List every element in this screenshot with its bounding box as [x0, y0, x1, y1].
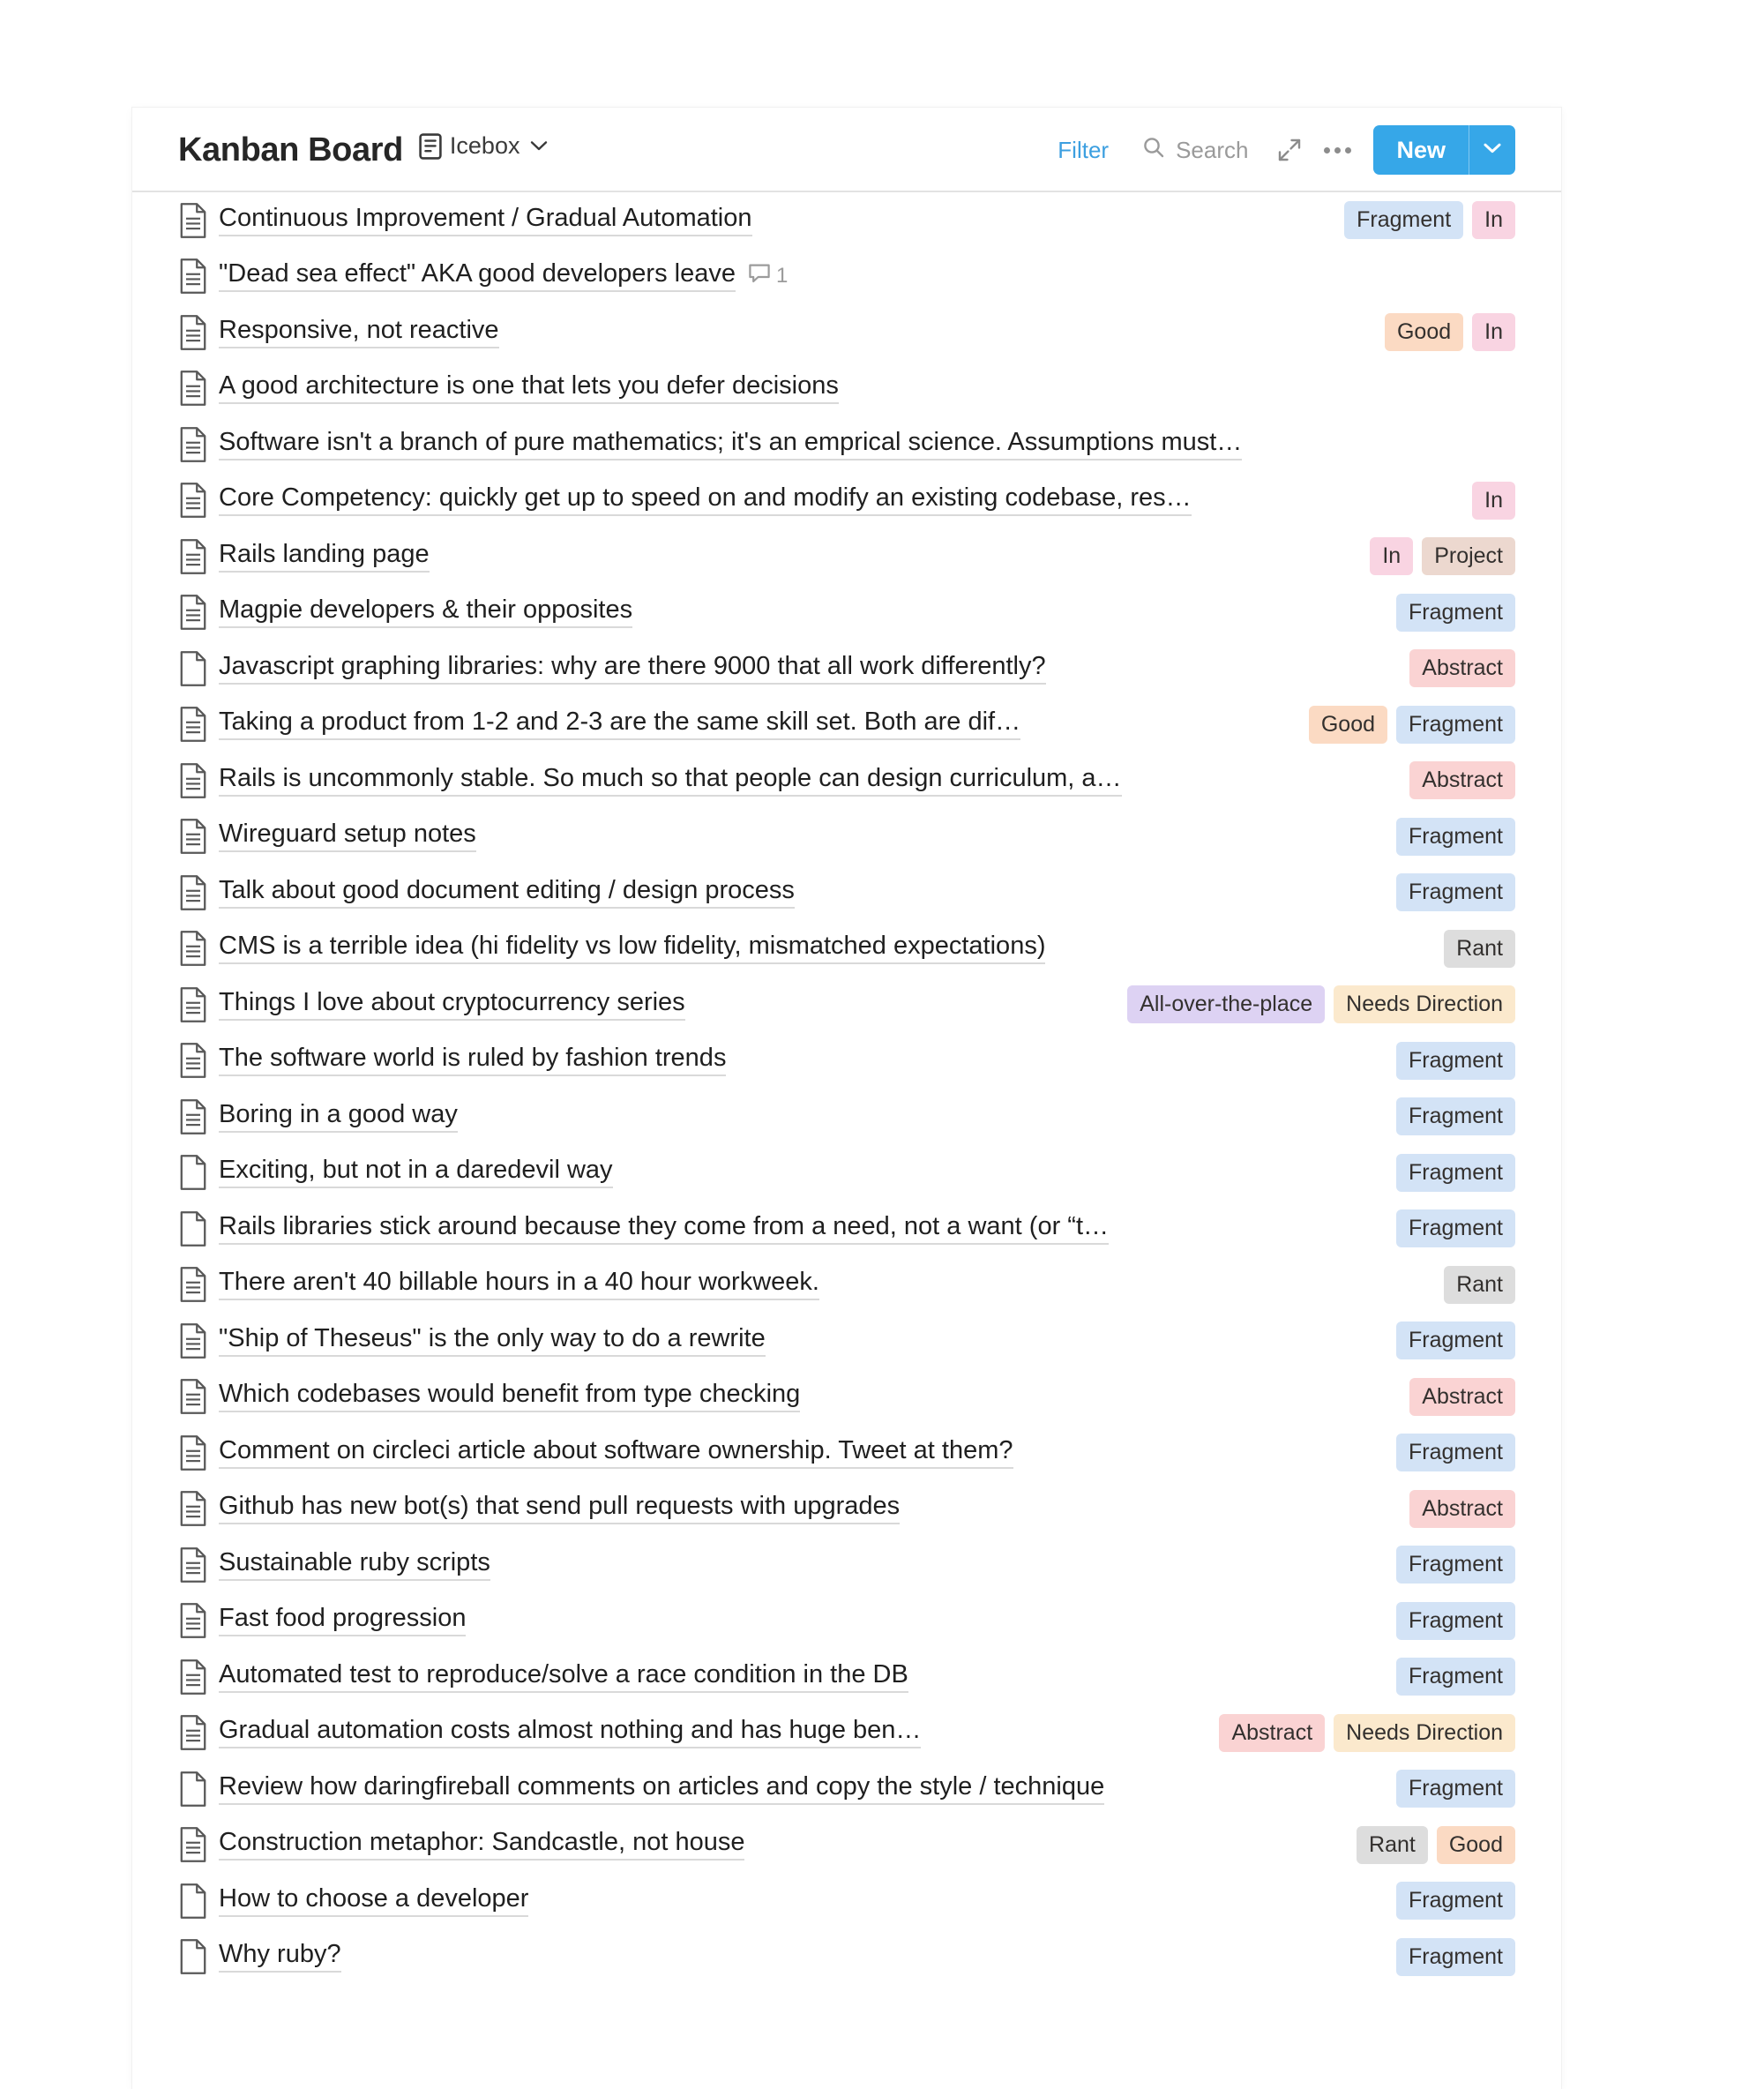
- document-lined-icon: [178, 1602, 219, 1639]
- list-item[interactable]: [178, 1593, 1515, 1650]
- list-item-title[interactable]: Github has new bot(s) that send pull requests with upgrades: [219, 1493, 900, 1524]
- list-item-title[interactable]: How to choose a developer: [219, 1885, 528, 1917]
- list-item[interactable]: [178, 1145, 1515, 1202]
- list-item[interactable]: [178, 1089, 1515, 1145]
- page-title: Kanban Board: [178, 131, 403, 168]
- document-lined-icon: [178, 1266, 219, 1303]
- list-item-main: [219, 1661, 1380, 1693]
- chevron-down-icon: [530, 140, 548, 152]
- list-item-main: [219, 1437, 1380, 1469]
- status-badge[interactable]: Fragment: [1396, 1938, 1515, 1976]
- list-item[interactable]: [178, 585, 1515, 641]
- list-item[interactable]: [178, 1257, 1515, 1314]
- document-lined-icon: [178, 1658, 219, 1696]
- list-item-tags: [1380, 1042, 1515, 1080]
- document-blank-icon: [178, 1938, 219, 1975]
- status-badge[interactable]: Abstract: [1409, 1378, 1515, 1416]
- list-item-main: [219, 1549, 1380, 1581]
- document-list-icon: [419, 133, 442, 160]
- list-item-title[interactable]: Talk about good document editing / design process: [219, 877, 795, 909]
- status-badge[interactable]: Fragment: [1396, 1154, 1515, 1192]
- status-badge[interactable]: In: [1472, 482, 1515, 520]
- list-item-main: [219, 989, 1111, 1021]
- list-item-title[interactable]: Automated test to reproduce/solve a race condition in the DB: [219, 1661, 908, 1693]
- list-item[interactable]: [178, 192, 1515, 249]
- list-item[interactable]: [178, 1369, 1515, 1426]
- list-item-main: [219, 877, 1380, 909]
- list-item-main: [219, 1381, 1394, 1412]
- list-item-tags: [1328, 201, 1515, 239]
- status-badge[interactable]: Abstract: [1409, 761, 1515, 799]
- status-badge[interactable]: Fragment: [1396, 1602, 1515, 1640]
- dot: [1324, 147, 1330, 153]
- document-lined-icon: [178, 258, 219, 295]
- document-lined-icon: [178, 1098, 219, 1135]
- list-item[interactable]: [178, 865, 1515, 921]
- list-item-tags: [1394, 761, 1515, 799]
- dot: [1345, 147, 1351, 153]
- document-blank-icon: [178, 650, 219, 687]
- status-badge[interactable]: Fragment: [1396, 1770, 1515, 1808]
- list-item[interactable]: [178, 1817, 1515, 1874]
- comment-count-label: 1: [775, 264, 789, 288]
- status-badge[interactable]: All-over-the-place: [1127, 985, 1325, 1023]
- search-icon: [1142, 136, 1165, 165]
- document-blank-icon: [178, 1771, 219, 1808]
- list-item[interactable]: [178, 752, 1515, 809]
- document-blank-icon: [178, 1154, 219, 1191]
- list-item-tags: [1380, 1546, 1515, 1584]
- list-item-tags: [1369, 313, 1515, 351]
- list-item-title[interactable]: Taking a product from 1-2 and 2-3 are the same skill set. Both are dif…: [219, 708, 1020, 740]
- list-item-tags: [1380, 594, 1515, 632]
- list-item-main: [219, 1941, 1380, 1973]
- list-item-main: [219, 1885, 1380, 1917]
- list-item-main: [219, 260, 1499, 292]
- document-lined-icon: [178, 1378, 219, 1415]
- status-badge[interactable]: Fragment: [1396, 1882, 1515, 1920]
- document-lined-icon: [178, 762, 219, 799]
- list-item-title[interactable]: Core Competency: quickly get up to speed on and modify an existing codebase, res…: [219, 484, 1192, 516]
- list-item-tags: [1394, 1490, 1515, 1528]
- list-item-tags: [1380, 1154, 1515, 1192]
- list-item-title[interactable]: "Dead sea effect" AKA good developers leave: [219, 260, 736, 292]
- status-badge[interactable]: Fragment: [1396, 1658, 1515, 1696]
- status-badge[interactable]: Needs Direction: [1334, 985, 1515, 1023]
- list-item[interactable]: [178, 304, 1515, 361]
- list-item-tags: [1380, 1938, 1515, 1976]
- document-lined-icon: [178, 426, 219, 463]
- list-item-title[interactable]: Continuous Improvement / Gradual Automation: [219, 205, 752, 236]
- comment-count[interactable]: [748, 262, 788, 291]
- status-badge[interactable]: Abstract: [1219, 1714, 1325, 1752]
- list-item[interactable]: [178, 697, 1515, 753]
- header-left-group: [178, 131, 548, 169]
- list-item-main: [219, 1829, 1341, 1861]
- status-badge[interactable]: Abstract: [1409, 649, 1515, 687]
- list-item-title[interactable]: Construction metaphor: Sandcastle, not house: [219, 1829, 744, 1861]
- list-item-main: [219, 1213, 1380, 1245]
- list-item-main: [219, 484, 1456, 516]
- document-lined-icon: [178, 1322, 219, 1359]
- filter-button[interactable]: Filter: [1058, 136, 1110, 163]
- list-item[interactable]: [178, 1929, 1515, 1986]
- list-item-tags: [1380, 1658, 1515, 1696]
- list-item[interactable]: [178, 921, 1515, 977]
- list-item-title[interactable]: Why ruby?: [219, 1941, 341, 1973]
- list-item-title[interactable]: "Ship of Theseus" is the only way to do a rewrite: [219, 1325, 766, 1357]
- status-badge[interactable]: Project: [1422, 537, 1515, 575]
- status-badge[interactable]: Fragment: [1344, 201, 1463, 239]
- document-lined-icon: [178, 1434, 219, 1471]
- status-badge[interactable]: Abstract: [1409, 1490, 1515, 1528]
- list-item-title[interactable]: Sustainable ruby scripts: [219, 1549, 490, 1581]
- document-lined-icon: [178, 986, 219, 1023]
- list-item-title[interactable]: Wireguard setup notes: [219, 820, 476, 852]
- list-item-tags: [1380, 1097, 1515, 1135]
- list-item-title[interactable]: Javascript graphing libraries: why are there 9000 that all work differently?: [219, 653, 1046, 685]
- list-item[interactable]: [178, 1705, 1515, 1762]
- card-list: [132, 192, 1561, 1985]
- list-item[interactable]: [178, 1481, 1515, 1538]
- document-lined-icon: [178, 818, 219, 855]
- list-item[interactable]: [178, 1761, 1515, 1817]
- list-item-tags: [1203, 1714, 1515, 1752]
- list-item-tags: [1380, 818, 1515, 856]
- list-item-tags: [1380, 1602, 1515, 1640]
- list-item-main: [219, 1493, 1394, 1524]
- chevron-down-icon: [1483, 142, 1502, 159]
- list-item[interactable]: [178, 640, 1515, 697]
- document-lined-icon: [178, 874, 219, 911]
- list-item-tags: [1394, 1378, 1515, 1416]
- list-item[interactable]: [178, 1537, 1515, 1593]
- status-badge[interactable]: Rant: [1444, 1266, 1515, 1304]
- list-item-title[interactable]: Review how daringfireball comments on articles and copy the style / technique: [219, 1773, 1104, 1805]
- list-item-main: [219, 205, 1328, 236]
- list-item-tags: [1293, 706, 1515, 744]
- list-item-tags: [1380, 1434, 1515, 1471]
- list-item-title[interactable]: The software world is ruled by fashion trends: [219, 1044, 726, 1076]
- document-lined-icon: [178, 370, 219, 407]
- list-item-main: [219, 1773, 1380, 1805]
- list-item-tags: [1341, 1826, 1515, 1864]
- list-item-title[interactable]: Comment on circleci article about software ownership. Tweet at them?: [219, 1437, 1013, 1469]
- document-lined-icon: [178, 1546, 219, 1584]
- list-item-main: [219, 820, 1380, 852]
- list-item-main: [219, 596, 1380, 628]
- list-item-title[interactable]: CMS is a terrible idea (hi fidelity vs low fidelity, mismatched expectations): [219, 932, 1045, 964]
- list-item-tags: [1380, 873, 1515, 911]
- document-lined-icon: [178, 1714, 219, 1751]
- list-item[interactable]: [178, 528, 1515, 585]
- document-lined-icon: [178, 202, 219, 239]
- list-item-tags: [1380, 1770, 1515, 1808]
- list-item-title[interactable]: Fast food progression: [219, 1605, 466, 1636]
- list-item-title[interactable]: Rails landing page: [219, 541, 430, 573]
- document-blank-icon: [178, 1883, 219, 1920]
- list-item-main: [219, 1717, 1203, 1748]
- list-item[interactable]: [178, 416, 1515, 473]
- status-badge[interactable]: In: [1472, 313, 1515, 351]
- status-badge[interactable]: In: [1472, 201, 1515, 239]
- list-item-main: [219, 372, 1499, 404]
- list-item-tags: [1380, 1882, 1515, 1920]
- document-lined-icon: [178, 482, 219, 519]
- status-badge[interactable]: Fragment: [1396, 594, 1515, 632]
- new-button-dropdown[interactable]: [1469, 125, 1515, 175]
- status-badge[interactable]: Rant: [1357, 1826, 1428, 1864]
- list-item-main: [219, 1269, 1428, 1300]
- list-item[interactable]: [178, 809, 1515, 865]
- status-badge[interactable]: Good: [1309, 706, 1387, 744]
- list-item-tags: [1394, 649, 1515, 687]
- list-item-title[interactable]: A good architecture is one that lets you defer decisions: [219, 372, 839, 404]
- list-item-main: [219, 932, 1428, 964]
- list-item-main: [219, 1101, 1380, 1133]
- document-lined-icon: [178, 1042, 219, 1079]
- list-item-main: [219, 653, 1394, 685]
- list-item-title[interactable]: Exciting, but not in a daredevil way: [219, 1157, 613, 1188]
- list-item-title[interactable]: Rails libraries stick around because they come from a need, not a want (or “t…: [219, 1213, 1109, 1245]
- list-item-title[interactable]: Responsive, not reactive: [219, 317, 499, 348]
- list-item-title[interactable]: Software isn't a branch of pure mathematics; it's an emprical science. Assumptions must…: [219, 429, 1242, 460]
- document-lined-icon: [178, 314, 219, 351]
- list-item-tags: [1380, 1322, 1515, 1359]
- list-item-main: [219, 1325, 1380, 1357]
- list-item-title[interactable]: Things I love about cryptocurrency series: [219, 989, 685, 1021]
- board-header: [132, 108, 1561, 192]
- list-item-main: [219, 429, 1499, 460]
- comment-icon: [748, 262, 771, 291]
- list-item[interactable]: [178, 1201, 1515, 1257]
- list-item-tags: [1428, 1266, 1515, 1304]
- header-actions: [1042, 125, 1515, 175]
- list-item-tags: [1428, 930, 1515, 968]
- document-lined-icon: [178, 594, 219, 631]
- board-source-label: Icebox: [449, 132, 520, 159]
- board-source-selector[interactable]: [419, 132, 549, 160]
- document-lined-icon: [178, 538, 219, 575]
- document-lined-icon: [178, 1826, 219, 1863]
- list-item-title[interactable]: Gradual automation costs almost nothing and has huge ben…: [219, 1717, 921, 1748]
- list-item-main: [219, 317, 1369, 348]
- list-item[interactable]: [178, 361, 1515, 417]
- list-item[interactable]: [178, 249, 1515, 305]
- list-item[interactable]: [178, 1873, 1515, 1929]
- list-item-main: [219, 765, 1394, 797]
- header-divider: [132, 191, 1561, 192]
- status-badge[interactable]: Fragment: [1396, 1322, 1515, 1359]
- list-item-tags: [1456, 482, 1515, 520]
- list-item-tags: [1380, 1209, 1515, 1247]
- status-badge[interactable]: Good: [1437, 1826, 1515, 1864]
- dot: [1334, 147, 1341, 153]
- status-badge[interactable]: Fragment: [1396, 706, 1515, 744]
- list-item-main: [219, 541, 1354, 573]
- new-button-group[interactable]: [1373, 125, 1515, 175]
- status-badge[interactable]: Needs Direction: [1334, 1714, 1515, 1752]
- list-item-title[interactable]: Rails is uncommonly stable. So much so that people can design curriculum, a…: [219, 765, 1122, 797]
- status-badge[interactable]: Rant: [1444, 930, 1515, 968]
- list-item-title[interactable]: Boring in a good way: [219, 1101, 458, 1133]
- list-item-title[interactable]: There aren't 40 billable hours in a 40 hour workweek.: [219, 1269, 819, 1300]
- list-item[interactable]: [178, 977, 1515, 1033]
- document-lined-icon: [178, 706, 219, 743]
- list-item[interactable]: [178, 1649, 1515, 1705]
- expand-diagonal-icon[interactable]: [1269, 130, 1310, 170]
- status-badge[interactable]: Fragment: [1396, 1434, 1515, 1471]
- list-item-tags: [1111, 985, 1515, 1023]
- list-item-main: [219, 1605, 1380, 1636]
- list-item[interactable]: [178, 1425, 1515, 1481]
- status-badge[interactable]: Fragment: [1396, 818, 1515, 856]
- list-item-title[interactable]: Magpie developers & their opposites: [219, 596, 632, 628]
- status-badge[interactable]: Good: [1385, 313, 1463, 351]
- new-button[interactable]: New: [1396, 136, 1446, 163]
- list-item[interactable]: [178, 473, 1515, 529]
- ellipsis-icon[interactable]: [1317, 130, 1357, 170]
- status-badge[interactable]: In: [1370, 537, 1413, 575]
- list-item-tags: [1354, 537, 1515, 575]
- kanban-board-card: [132, 108, 1561, 2089]
- list-item[interactable]: [178, 1313, 1515, 1369]
- status-badge[interactable]: Fragment: [1396, 1042, 1515, 1080]
- status-badge[interactable]: Fragment: [1396, 1209, 1515, 1247]
- document-lined-icon: [178, 1490, 219, 1527]
- list-item-title[interactable]: Which codebases would benefit from type checking: [219, 1381, 800, 1412]
- search-placeholder: Search: [1176, 136, 1249, 163]
- list-item-main: [219, 1044, 1380, 1076]
- document-lined-icon: [178, 930, 219, 967]
- list-item[interactable]: [178, 1033, 1515, 1089]
- list-item-main: [219, 1157, 1380, 1188]
- list-item-main: [219, 708, 1293, 740]
- status-badge[interactable]: Fragment: [1396, 1097, 1515, 1135]
- ellipsis-dots: [1324, 147, 1351, 153]
- search-input[interactable]: [1125, 131, 1262, 170]
- document-blank-icon: [178, 1210, 219, 1247]
- status-badge[interactable]: Fragment: [1396, 873, 1515, 911]
- status-badge[interactable]: Fragment: [1396, 1546, 1515, 1584]
